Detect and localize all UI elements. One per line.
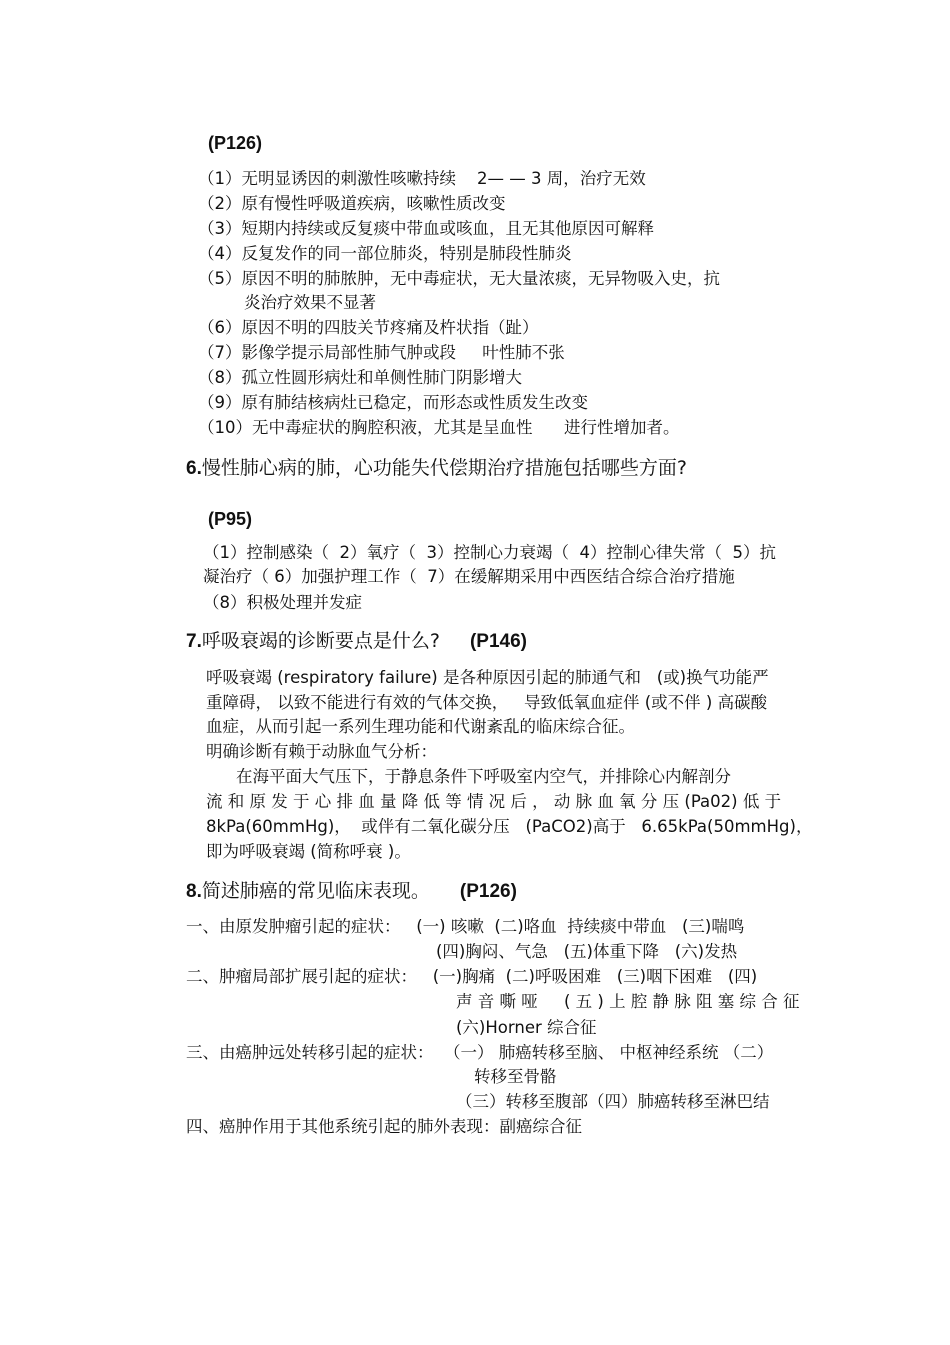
question-text: 呼吸衰竭的诊断要点是什么? [201,630,440,652]
list-item: （6）原因不明的四肢关节疼痛及杵状指（趾） [198,318,539,337]
answer-line: 呼吸衰竭 (respiratory failure) 是各种原因引起的肺通气和 (或)换气功能严 [206,668,769,687]
answer-line: 二、肿瘤局部扩展引起的症状： (一)胸痛 (二)呼吸困难 (三)咽下困难 (四) [186,967,758,986]
list-item: （10）无中毒症状的胸腔积液，尤其是呈血性 进行性增加者。 [198,418,680,437]
section-ref: (P95) [208,509,253,529]
question-text: 慢性肺心病的肺，心功能失代偿期治疗措施包括哪些方面? [201,457,687,479]
answer-line: 在海平面大气压下，于静息条件下呼吸室内空气，并排除心内解剖分 [236,767,731,786]
list-item: （5）原因不明的肺脓肿，无中毒症状，无大量浓痰，无异物吸入史，抗 [198,269,720,288]
answer-line: 三、由癌肿远处转移引起的症状： （一） 肺癌转移至脑、 中枢神经系统 （二） [186,1043,774,1062]
answer-line: 四、癌肿作用于其他系统引起的肺外表现：副癌综合征 [186,1117,582,1136]
answer-line: 8kPa(60mmHg)， 或伴有二氧化碳分压 (PaCO2)高于 6.65kPa(50mmHg)， [206,817,813,836]
section-ref: (P126) [208,133,263,153]
list-item: （3）短期内持续或反复痰中带血或咳血，且无其他原因可解释 [198,219,654,238]
answer-line: 流 和 原 发 于 心 排 血 量 降 低 等 情 况 后 ， 动 脉 血 氧 分 压 (Pa02) 低 于 [206,792,782,811]
section-ref: (P126) [459,881,517,902]
answer-line: 一、由原发肿瘤引起的症状： (一) 咳嗽 (二)咯血 持续痰中带血 (三)喘鸣 [186,917,745,936]
answer-line: 即为呼吸衰竭 (简称呼衰 )。 [206,842,411,861]
list-item: （1）无明显诱因的刺激性咳嗽持续 2— — 3 周，治疗无效 [198,169,646,188]
answer-line: 血症，从而引起一系列生理功能和代谢紊乱的临床综合征。 [206,717,635,736]
list-item: （2）原有慢性呼吸道疾病，咳嗽性质改变 [198,194,506,213]
answer-line: 明确诊断有赖于动脉血气分析： [206,742,437,761]
question-number: 6. [186,458,202,479]
section-ref: (P146) [469,631,527,652]
question-text: 简述肺癌的常见临床表现。 [201,880,430,902]
answer-line: （三）转移至腹部（四）肺癌转移至淋巴结 [456,1092,770,1111]
list-item: （9）原有肺结核病灶已稳定，而形态或性质发生改变 [198,393,588,412]
question-heading [186,455,687,482]
answer-line: 凝治疗（ 6）加强护理工作（ 7）在缓解期采用中西医结合综合治疗措施 [203,567,735,586]
list-item: （8）孤立性圆形病灶和单侧性肺门阴影增大 [198,368,522,387]
answer-line: （1）控制感染（ 2）氧疗（ 3）控制心力衰竭（ 4）控制心律失常（ 5）抗 [203,543,776,562]
answer-line: （8）积极处理并发症 [203,593,362,612]
answer-line: 重障碍， 以致不能进行有效的气体交换， 导致低氧血症伴 (或不伴 ) 高碳酸 [206,693,768,712]
answer-line: 转移至骨骼 [474,1067,557,1086]
question-number: 8. [186,881,202,902]
list-item-continuation: 炎治疗效果不显著 [244,293,376,312]
list-item: （7）影像学提示局部性肺气肿或段 叶性肺不张 [198,343,565,362]
question-heading [186,878,517,905]
question-number: 7. [186,631,202,652]
question-heading [186,628,527,655]
answer-line: (四)胸闷、气急 (五)体重下降 (六)发热 [436,942,738,961]
answer-line: 声 音 嘶 哑 ( 五 ) 上 腔 静 脉 阻 塞 综 合 征 [456,992,800,1011]
answer-line: (六)Horner 综合征 [456,1018,597,1037]
list-item: （4）反复发作的同一部位肺炎，特别是肺段性肺炎 [198,244,572,263]
